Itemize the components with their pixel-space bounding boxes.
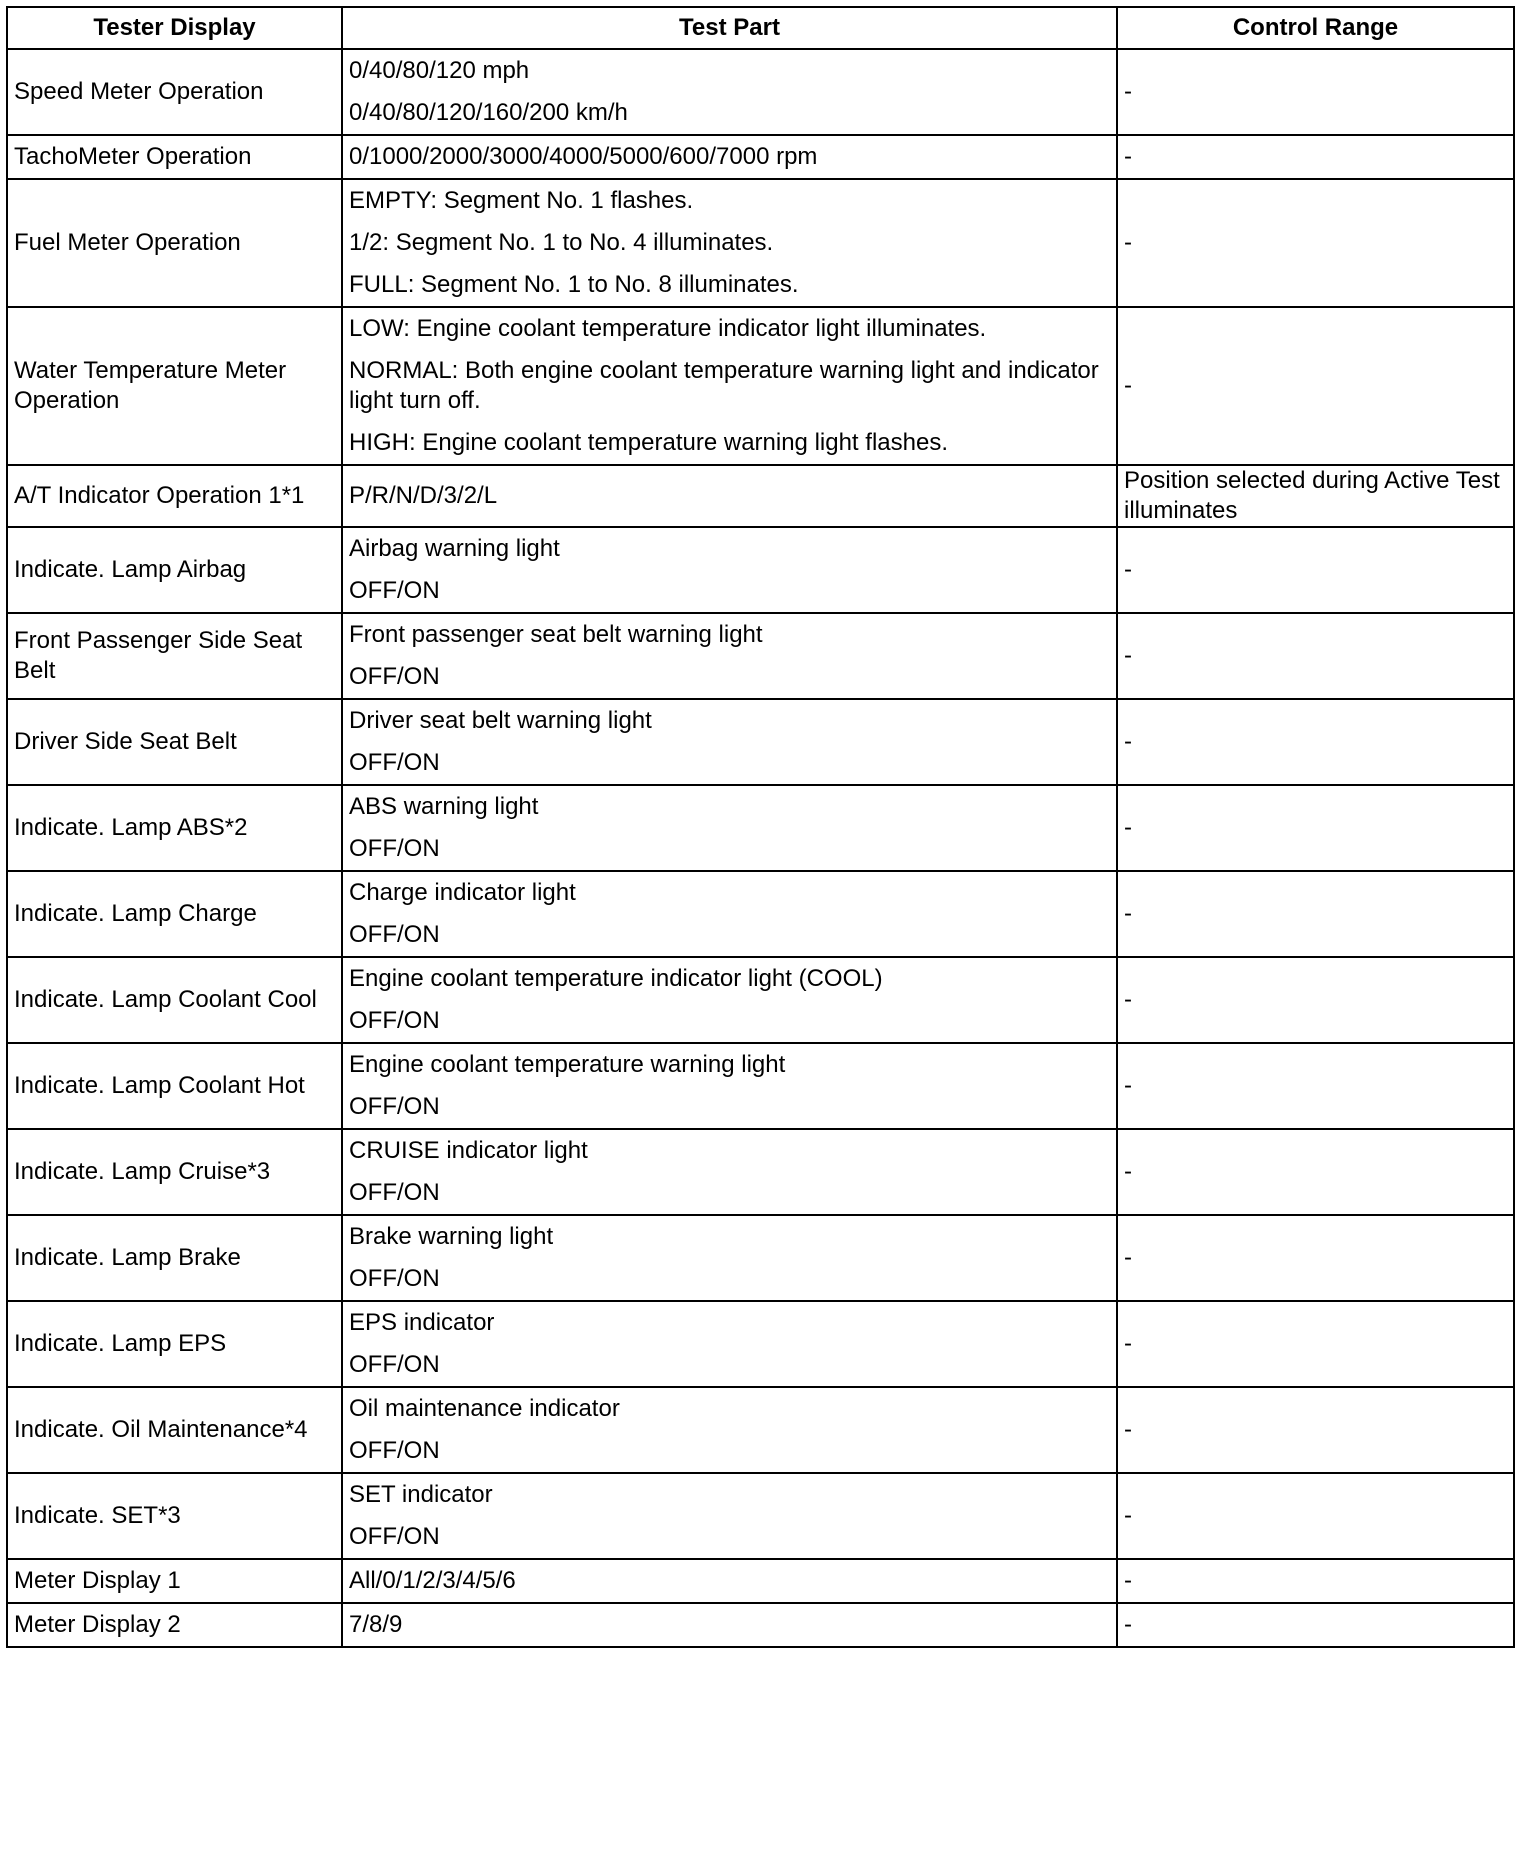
control-range-cell: -: [1117, 1129, 1514, 1215]
control-range-cell: -: [1117, 785, 1514, 871]
test-part-cell: [342, 135, 1117, 179]
test-part-cell: [342, 1559, 1117, 1603]
table-row: [7, 465, 1514, 527]
test-part-cell: [342, 1043, 1117, 1129]
test-part-line: P/R/N/D/3/2/L: [349, 482, 498, 509]
control-range-cell: -: [1117, 135, 1514, 179]
tester-display-cell: TachoMeter Operation: [7, 135, 342, 179]
tester-display-cell: Indicate. Lamp ABS*2: [7, 785, 342, 871]
control-range-cell: -: [1117, 1387, 1514, 1473]
tester-display-cell: Indicate. Lamp Charge: [7, 871, 342, 957]
test-part-line: OFF/ON: [349, 663, 440, 690]
tester-display-cell: Water Temperature Meter Operation: [7, 307, 342, 465]
test-part-line: OFF/ON: [349, 1007, 440, 1034]
control-range-cell: Position selected during Active Test illuminates: [1117, 465, 1514, 527]
tester-display-cell: Indicate. Lamp Coolant Cool: [7, 957, 342, 1043]
test-part-line: 1/2: Segment No. 1 to No. 4 illuminates.: [349, 229, 774, 256]
tester-display-cell: Speed Meter Operation: [7, 49, 342, 135]
test-part-cell: [342, 1473, 1117, 1559]
table-row: [7, 613, 1514, 699]
test-part-line: Brake warning light: [349, 1223, 554, 1250]
test-part-line: OFF/ON: [349, 1179, 440, 1206]
control-range-cell: -: [1117, 49, 1514, 135]
test-part-line: Engine coolant temperature warning light: [349, 1051, 786, 1078]
control-range-cell: -: [1117, 699, 1514, 785]
test-part-line: Oil maintenance indicator: [349, 1395, 620, 1422]
table-row: [7, 1559, 1514, 1603]
header-test-part: Test Part: [342, 7, 1117, 49]
control-range-cell: -: [1117, 1559, 1514, 1603]
table-row: [7, 1043, 1514, 1129]
header-control-range: Control Range: [1117, 7, 1514, 49]
control-range-cell: -: [1117, 613, 1514, 699]
active-test-table: [6, 6, 1515, 1648]
test-part-line: 7/8/9: [349, 1611, 403, 1638]
tester-display-cell: Indicate. Lamp Coolant Hot: [7, 1043, 342, 1129]
control-range-cell: -: [1117, 1473, 1514, 1559]
table-row: [7, 527, 1514, 613]
test-part-line: OFF/ON: [349, 1351, 440, 1378]
tester-display-cell: Indicate. Lamp EPS: [7, 1301, 342, 1387]
test-part-line: Front passenger seat belt warning light: [349, 621, 763, 648]
table-header-row: [7, 7, 1514, 49]
table-row: [7, 1473, 1514, 1559]
test-part-line: Engine coolant temperature indicator light (COOL): [349, 965, 883, 992]
table-row: [7, 1387, 1514, 1473]
test-part-line: OFF/ON: [349, 835, 440, 862]
test-part-cell: [342, 699, 1117, 785]
test-part-line: Charge indicator light: [349, 879, 576, 906]
header-tester-display: Tester Display: [7, 7, 342, 49]
test-part-cell: [342, 49, 1117, 135]
tester-display-cell: Indicate. Oil Maintenance*4: [7, 1387, 342, 1473]
test-part-line: All/0/1/2/3/4/5/6: [349, 1567, 516, 1594]
tester-display-cell: Indicate. Lamp Brake: [7, 1215, 342, 1301]
control-range-cell: -: [1117, 871, 1514, 957]
test-part-line: OFF/ON: [349, 1093, 440, 1120]
table-row: [7, 957, 1514, 1043]
test-part-line: OFF/ON: [349, 1523, 440, 1550]
test-part-line: 0/40/80/120 mph: [349, 57, 530, 84]
test-part-cell: [342, 179, 1117, 307]
control-range-cell: -: [1117, 527, 1514, 613]
test-part-cell: [342, 1603, 1117, 1647]
test-part-line: 0/40/80/120/160/200 km/h: [349, 99, 628, 126]
test-part-cell: [342, 465, 1117, 527]
test-part-cell: [342, 785, 1117, 871]
table-row: [7, 135, 1514, 179]
test-part-line: OFF/ON: [349, 921, 440, 948]
table-row: [7, 699, 1514, 785]
table-row: [7, 1301, 1514, 1387]
test-part-line: OFF/ON: [349, 1265, 440, 1292]
test-part-cell: [342, 957, 1117, 1043]
tester-display-cell: Fuel Meter Operation: [7, 179, 342, 307]
test-part-line: EPS indicator: [349, 1309, 495, 1336]
tester-display-cell: Front Passenger Side Seat Belt: [7, 613, 342, 699]
test-part-line: HIGH: Engine coolant temperature warning light flashes.: [349, 429, 948, 456]
control-range-cell: -: [1117, 1043, 1514, 1129]
test-part-cell: [342, 613, 1117, 699]
table-row: [7, 49, 1514, 135]
control-range-cell: -: [1117, 1301, 1514, 1387]
test-part-line: Airbag warning light: [349, 535, 560, 562]
tester-display-cell: Meter Display 1: [7, 1559, 342, 1603]
tester-display-cell: Driver Side Seat Belt: [7, 699, 342, 785]
test-part-cell: [342, 1387, 1117, 1473]
test-part-cell: [342, 1301, 1117, 1387]
test-part-line: NORMAL: Both engine coolant temperature warning light and indicator light turn off.: [349, 357, 1099, 414]
tester-display-cell: Indicate. SET*3: [7, 1473, 342, 1559]
test-part-line: CRUISE indicator light: [349, 1137, 588, 1164]
control-range-cell: -: [1117, 1603, 1514, 1647]
test-part-line: 0/1000/2000/3000/4000/5000/600/7000 rpm: [349, 143, 818, 170]
test-part-cell: [342, 307, 1117, 465]
test-part-line: OFF/ON: [349, 1437, 440, 1464]
table-row: [7, 871, 1514, 957]
table-row: [7, 179, 1514, 307]
test-part-line: FULL: Segment No. 1 to No. 8 illuminates.: [349, 271, 799, 298]
test-part-line: OFF/ON: [349, 577, 440, 604]
table-row: [7, 1603, 1514, 1647]
control-range-cell: -: [1117, 307, 1514, 465]
tester-display-cell: Indicate. Lamp Airbag: [7, 527, 342, 613]
table-row: [7, 307, 1514, 465]
test-part-line: ABS warning light: [349, 793, 539, 820]
test-part-cell: [342, 527, 1117, 613]
table-row: [7, 1129, 1514, 1215]
test-part-line: Driver seat belt warning light: [349, 707, 652, 734]
tester-display-cell: Meter Display 2: [7, 1603, 342, 1647]
test-part-cell: [342, 871, 1117, 957]
test-part-line: EMPTY: Segment No. 1 flashes.: [349, 187, 694, 214]
test-part-cell: [342, 1129, 1117, 1215]
control-range-cell: -: [1117, 1215, 1514, 1301]
test-part-line: OFF/ON: [349, 749, 440, 776]
control-range-cell: -: [1117, 179, 1514, 307]
tester-display-cell: Indicate. Lamp Cruise*3: [7, 1129, 342, 1215]
test-part-line: SET indicator: [349, 1481, 493, 1508]
table-row: [7, 785, 1514, 871]
table-row: [7, 1215, 1514, 1301]
tester-display-cell: A/T Indicator Operation 1*1: [7, 465, 342, 527]
test-part-line: LOW: Engine coolant temperature indicator light illuminates.: [349, 315, 987, 342]
test-part-cell: [342, 1215, 1117, 1301]
control-range-cell: -: [1117, 957, 1514, 1043]
